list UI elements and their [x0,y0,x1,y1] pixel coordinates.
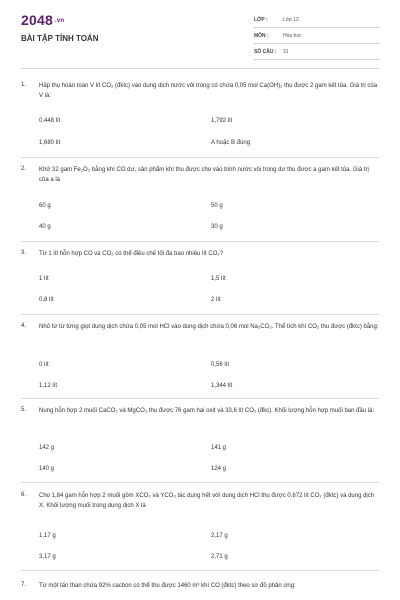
meta-value: Lớp 12 [283,17,299,23]
question-number: 2. [21,166,27,172]
question-number: 1. [21,82,27,88]
answer-option[interactable]: 1,12 lít [39,383,58,389]
question-divider [21,314,379,315]
page-header [0,0,400,60]
meta-label: SỐ CÂU : [254,49,277,55]
meta-row-subject [254,29,380,44]
answer-option[interactable]: 1,17 g [39,533,56,539]
question-number: 3. [21,250,27,256]
answer-option[interactable]: 0,448 lít [39,118,61,124]
brand-logo[interactable] [21,12,64,28]
meta-value: Hóa học [283,33,302,39]
answer-option[interactable]: 1,344 lít [211,383,233,389]
header-divider [21,68,379,69]
meta-label: MÔN : [254,33,269,39]
answer-option[interactable]: 30 g [211,224,223,230]
question-text: Khử 32 gam Fe₂O₃ bằng khí CO dư, sản phẩm khí thu được cho vào bình nước vôi trong dư thu được a gam kết tủa. Giá trị của a là [39,167,369,183]
question-number: 7. [21,582,27,588]
answer-option[interactable]: 140 g [39,466,55,472]
brand-suffix: .vn [54,18,65,25]
answer-option[interactable]: 1,792 lít [211,118,233,124]
answer-option[interactable]: 40 g [39,224,51,230]
question-divider [21,570,379,571]
meta-row-question-count [254,45,380,60]
answer-option[interactable]: 50 g [211,203,223,209]
answer-option[interactable]: 3,17 g [39,554,56,560]
question-number: 6. [21,492,27,498]
answer-option[interactable]: 124 g [211,466,227,472]
worksheet-title: BÀI TẬP TÍNH TOÁN [21,34,99,43]
question-number: 5. [21,407,27,413]
answer-option[interactable]: 60 g [39,203,51,209]
question-divider [21,482,379,483]
question-divider [21,157,379,158]
answer-option[interactable]: 0,8 lít [39,297,54,303]
question-text: Nung hỗn hợp 2 muối CaCO₃ và MgCO₃ thu được 76 gam hai oxit và 33,6 lít CO₂ (đkc). Khối lượng hỗn hợp muối ban đầu là: [39,408,375,414]
meta-label: LỚP : [254,17,268,23]
answer-option[interactable]: 2,71 g [211,554,228,560]
answer-option[interactable]: 0 lít [39,362,49,368]
answer-option[interactable]: 141 g [211,445,227,451]
question-text: Từ 1 lít hỗn hợp CO và CO₂ có thể điều chế tối đa bao nhiêu lít CO₂? [39,251,224,257]
question-text: Từ một tấn than chứa 92% cacbon có thể thu được 1460 m³ khí CO (đktc) theo sơ đồ phản ứng: [39,583,296,589]
answer-option[interactable]: 1,680 lít [39,140,61,146]
meta-row-class [254,13,380,28]
answer-option[interactable]: 2 lít [211,297,221,303]
brand-name: 2048 [21,12,53,28]
question-divider [21,241,379,242]
question-text: Cho 1,84 gam hỗn hợp 2 muối gồm XCO₃ và YCO₃ tác dụng hết với dung dịch HCl thu được 0,672 lít CO₂ (đktc) và dung dịch X. Khối lượng muối trong dung dịch X là [39,493,375,509]
meta-value: 31 [283,49,289,55]
question-divider [21,398,379,399]
answer-option[interactable]: 0,56 lít [211,362,230,368]
answer-option[interactable]: 2,17 g [211,533,228,539]
answer-option[interactable]: 142 g [39,445,55,451]
question-text: Nhỏ từ từ từng giọt dung dịch chứa 0,05 mol HCl vào dung dịch chứa 0,06 mol Na₂CO₃. Thể tích khí CO₂ thu được (đktc) bằng: [39,324,379,330]
question-text: Hấp thụ hoàn toàn V lít CO₂ (đktc) vào dung dịch nước vôi trong có chứa 0,05 mol Ca(OH)₂ thu được 2 gam kết tủa. Giá trị của V là: [39,83,378,99]
answer-option[interactable]: A hoặc B đúng [211,140,251,146]
answer-option[interactable]: 1,5 lít [211,276,226,282]
question-number: 4. [21,323,27,329]
answer-option[interactable]: 1 lít [39,276,49,282]
